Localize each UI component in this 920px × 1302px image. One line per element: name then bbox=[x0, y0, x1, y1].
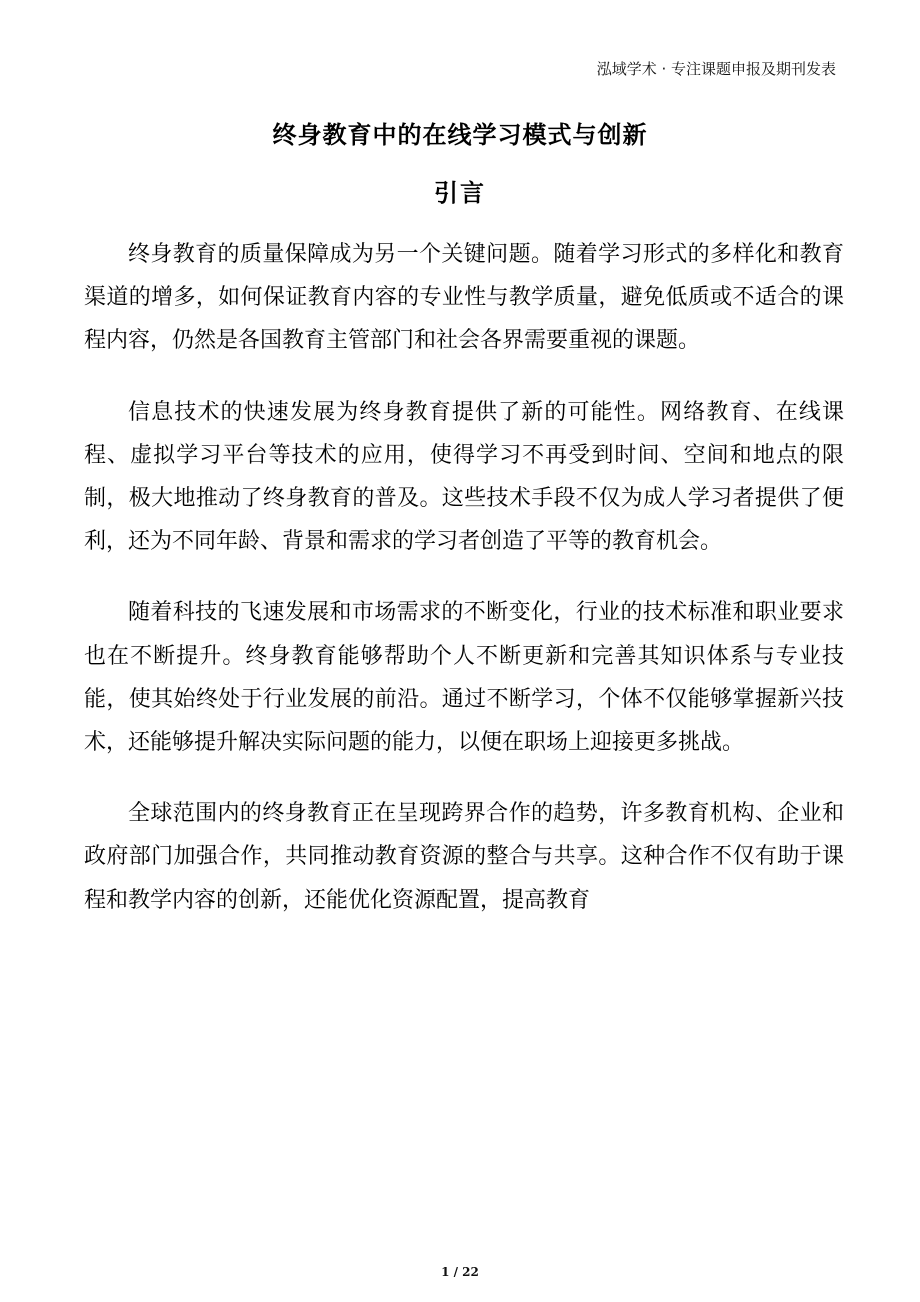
document-title: 终身教育中的在线学习模式与创新 bbox=[272, 121, 648, 149]
paragraph-4: 全球范围内的终身教育正在呈现跨界合作的趋势，许多教育机构、企业和政府部门加强合作，共同推动教育资源的整合与共享。这种合作不仅有助于课程和教学内容的创新，还能优化资源配置，提高教育 bbox=[84, 801, 844, 913]
paragraph-3: 随着科技的飞速发展和市场需求的不断变化，行业的技术标准和职业要求也在不断提升。终身教育能够帮助个人不断更新和完善其知识体系与专业技能，使其始终处于行业发展的前沿。通过不断学习，个体不仅能够掌握新兴技术，还能够提升解决实际问题的能力，以便在职场上迎接更多挑战。 bbox=[84, 600, 844, 756]
paragraph-2: 信息技术的快速发展为终身教育提供了新的可能性。网络教育、在线课程、虚拟学习平台等技术的应用，使得学习不再受到时间、空间和地点的限制，极大地推动了终身教育的普及。这些技术手段不仅为成人学习者提供了便利，还为不同年龄、背景和需求的学习者创造了平等的教育机会。 bbox=[84, 399, 844, 555]
body-text bbox=[84, 233, 844, 950]
page-header: 泓域学术 · 专注课题申报及期刊发表 bbox=[596, 60, 836, 78]
section-heading: 引言 bbox=[434, 179, 486, 207]
page-number: 1 / 22 bbox=[441, 1265, 479, 1279]
paragraph-1: 终身教育的质量保障成为另一个关键问题。随着学习形式的多样化和教育渠道的增多，如何保证教育内容的专业性与教学质量，避免低质或不适合的课程内容，仍然是各国教育主管部门和社会各界需要重视的课题。 bbox=[84, 242, 844, 354]
